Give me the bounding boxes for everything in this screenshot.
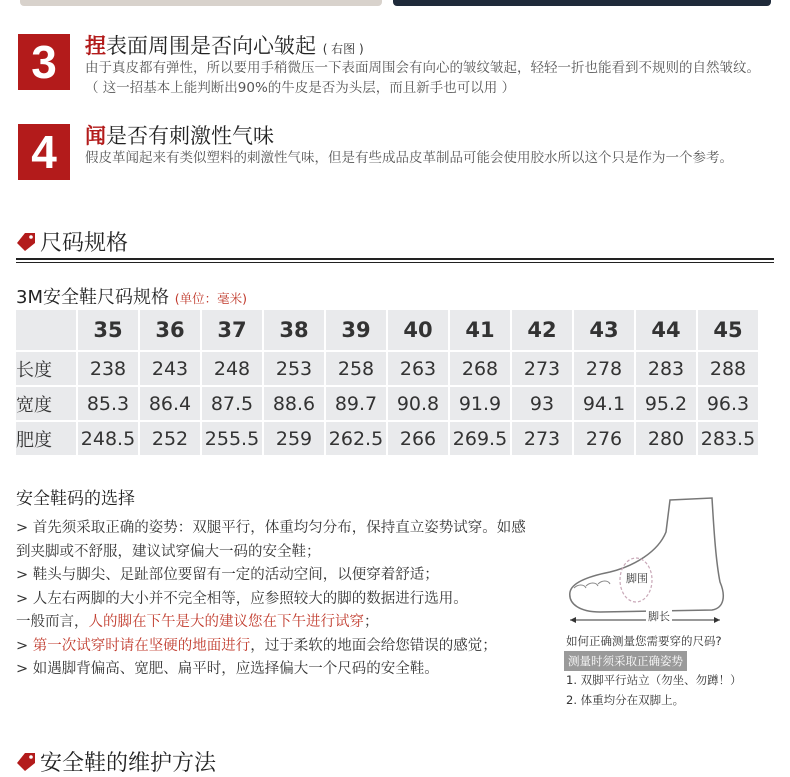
size-table-unit: (单位：毫米) [174, 291, 247, 306]
size-header-cell: 37 [202, 310, 264, 352]
table-cell: 258 [326, 352, 388, 387]
table-cell: 273 [512, 352, 574, 387]
size-header-cell: 42 [512, 310, 574, 352]
step-number-box: 3 [18, 34, 70, 90]
table-cell: 88.6 [264, 387, 326, 422]
table-cell: 94.1 [574, 387, 636, 422]
measure-tip: 1. 双脚平行站立（勿坐、勿蹲！） [566, 673, 742, 687]
table-cell: 266 [388, 422, 450, 457]
top-image-left [20, 0, 382, 6]
guide-text: ，过于柔软的地面会给您错误的感觉； [250, 637, 497, 654]
table-cell: 96.3 [698, 387, 760, 422]
table-cell: 93 [512, 387, 574, 422]
table-cell: 95.2 [636, 387, 698, 422]
girth-label: 脚围 [626, 572, 648, 585]
maintenance-section-heading [16, 746, 774, 776]
table-cell: 255.5 [202, 422, 264, 457]
guide-line: > 人左右两脚的大小并不完全相等，应参照较大的脚的数据进行选用。 [16, 590, 468, 607]
guide-text: 一般而言， [16, 614, 89, 630]
table-cell: 252 [140, 422, 202, 457]
size-section-heading [16, 226, 774, 266]
table-row-length [16, 352, 760, 387]
size-table-title: 3M安全鞋尺码规格 [16, 287, 169, 308]
step-3 [18, 34, 758, 94]
guide-text: ； [364, 614, 379, 630]
table-cell: 263 [388, 352, 450, 387]
step-4 [18, 124, 758, 184]
step-description: 假皮革闻起来有类似塑料的刺激性气味，但是有些成品皮革制品可能会使用胶水所以这个只是作为一个参考。 [85, 150, 733, 166]
size-selection-guide [16, 484, 526, 682]
table-cell: 87.5 [202, 387, 264, 422]
step-title-note: ( 右图 ) [322, 42, 364, 56]
size-header-row [16, 310, 760, 352]
table-cell: 86.4 [140, 387, 202, 422]
guide-line [16, 635, 526, 659]
measure-question: 如何正确测量您需要穿的尺码? [566, 634, 722, 648]
guide-line: > 如遇脚背偏高、宽肥、扁平时，应选择偏大一个尺码的安全鞋。 [16, 661, 439, 677]
table-cell: 91.9 [450, 387, 512, 422]
measure-tip: 2. 体重均分在双脚上。 [566, 693, 685, 707]
table-cell: 259 [264, 422, 326, 457]
size-header-cell: 39 [326, 310, 388, 352]
table-cell: 90.8 [388, 387, 450, 422]
step-title [85, 30, 364, 60]
table-cell: 268 [450, 352, 512, 387]
table-cell: 248.5 [78, 422, 140, 457]
step-title-highlight: 捏 [85, 34, 106, 58]
guide-line: > 首先须采取正确的姿势：双腿平行，体重均匀分布，保持直立姿势试穿。如感到夹脚或不舒服，建议试穿偏大一码的安全鞋； [16, 520, 526, 560]
size-table [16, 310, 760, 457]
size-header-cell: 41 [450, 310, 512, 352]
size-header-cell: 43 [574, 310, 636, 352]
header-corner-cell [16, 310, 78, 352]
table-cell: 273 [512, 422, 574, 457]
tag-icon [16, 752, 36, 772]
row-label: 长度 [16, 352, 78, 387]
table-cell: 253 [264, 352, 326, 387]
table-cell: 89.7 [326, 387, 388, 422]
table-cell: 288 [698, 352, 760, 387]
size-header-cell: 38 [264, 310, 326, 352]
step-title [85, 120, 274, 150]
guide-line [16, 611, 526, 635]
guide-highlight: 第一次试穿时请在坚硬的地面进行 [32, 637, 251, 654]
table-cell: 278 [574, 352, 636, 387]
table-cell: 280 [636, 422, 698, 457]
step-title-highlight: 闻 [85, 124, 106, 148]
tag-icon [16, 232, 36, 252]
step-title-text: 是否有刺激性气味 [106, 124, 274, 148]
size-header-cell: 36 [140, 310, 202, 352]
table-cell: 248 [202, 352, 264, 387]
section-divider-thin [16, 262, 774, 263]
guide-line: > 鞋头与脚尖、足趾部位要留有一定的活动空间，以便穿着舒适； [16, 567, 439, 583]
step-title-text: 表面周围是否向心皱起 [106, 34, 316, 58]
table-cell: 85.3 [78, 387, 140, 422]
guide-title: 安全鞋码的选择 [16, 489, 135, 509]
size-header-cell: 44 [636, 310, 698, 352]
size-header-cell: 35 [78, 310, 140, 352]
measure-posture-badge: 测量时须采取正确姿势 [564, 651, 687, 671]
table-cell: 262.5 [326, 422, 388, 457]
step-description: 由于真皮都有弹性，所以要用手稍微压一下表面周围会有向心的皱纹皱起，轻轻一折也能看到不规则的自然皱纹。（ 这一招基本上能判断出90%的牛皮是否为头层，而且新手也可以用 ） [85, 60, 760, 96]
section-title: 尺码规格 [40, 231, 129, 256]
guide-highlight: 人的脚在下午是大的建议您在下午进行试穿 [88, 614, 364, 630]
table-row-girth [16, 422, 760, 457]
table-cell: 269.5 [450, 422, 512, 457]
row-label: 宽度 [16, 387, 78, 422]
size-header-cell: 40 [388, 310, 450, 352]
size-table-caption [16, 283, 247, 309]
table-cell: 243 [140, 352, 202, 387]
step-number-box: 4 [18, 124, 70, 180]
row-label: 肥度 [16, 422, 78, 457]
table-row-width [16, 387, 760, 422]
section-title: 安全鞋的维护方法 [40, 751, 217, 776]
size-header-cell: 45 [698, 310, 760, 352]
table-cell: 276 [574, 422, 636, 457]
table-cell: 238 [78, 352, 140, 387]
table-cell: 283.5 [698, 422, 760, 457]
length-label: 脚长 [648, 610, 670, 623]
top-image-right [393, 0, 771, 6]
guide-text: > [16, 637, 33, 654]
table-cell: 283 [636, 352, 698, 387]
section-divider [16, 258, 774, 260]
